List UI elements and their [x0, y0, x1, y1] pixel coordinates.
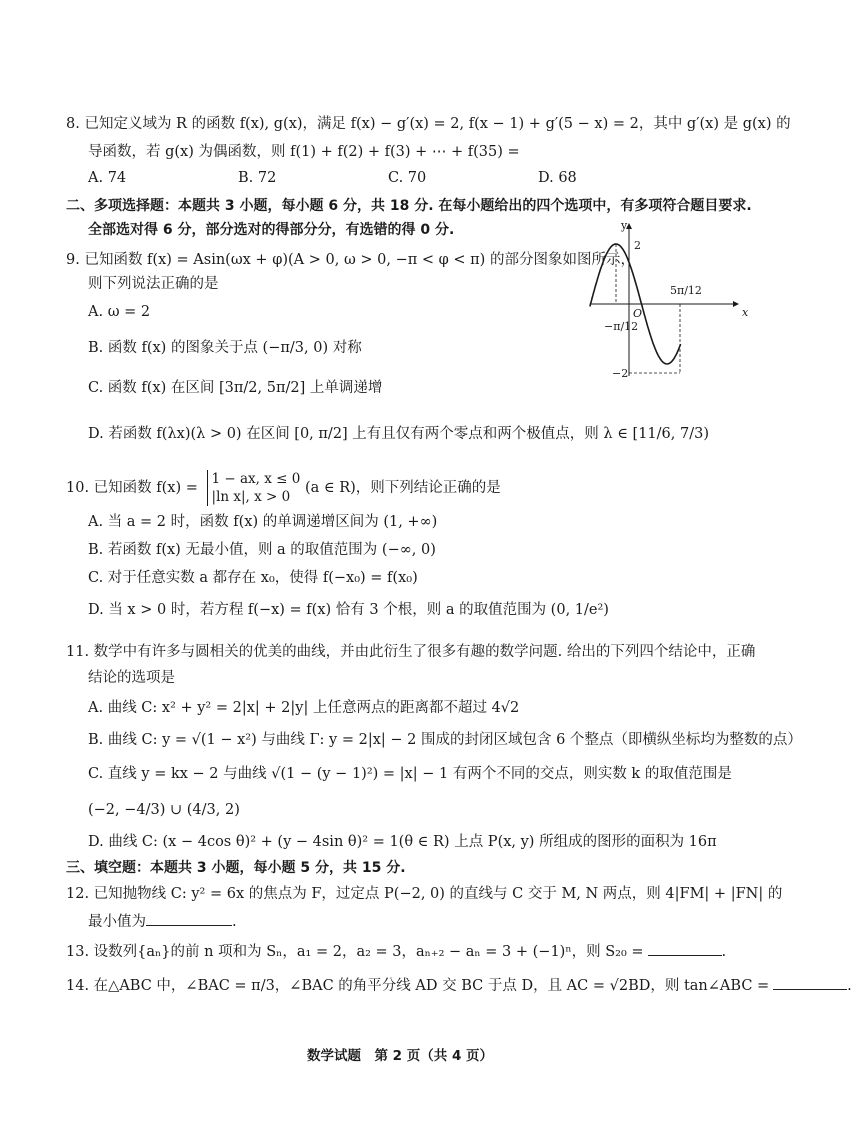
q9-option-c: C. 函数 f(x) 在区间 [3π/2, 5π/2] 上单调递增: [88, 380, 383, 396]
q13-answer-blank[interactable]: [648, 955, 722, 956]
q10-option-a: A. 当 a = 2 时，函数 f(x) 的单调递增区间为 (1, +∞): [88, 514, 438, 530]
q10-piecewise: [207, 470, 301, 506]
q10-case-1: 1 − ax, x ≤ 0: [211, 471, 301, 487]
section3-header: 三、填空题：本题共 3 小题，每小题 5 分，共 15 分.: [66, 860, 406, 876]
q12-line2-text: 最小值为: [88, 914, 146, 930]
right-tick-label: 5π/12: [670, 284, 702, 297]
q10-stem-suffix: (a ∈ R)，则下列结论正确的是: [304, 480, 501, 496]
q10-stem: [66, 470, 501, 506]
q14-end: .: [847, 978, 852, 994]
q11-option-d: D. 曲线 C: (x − 4cos θ)² + (y − 4sin θ)² = 1(θ ∈ R) 上点 P(x, y) 所组成的图形的面积为 16π: [88, 834, 717, 850]
q11-option-b: B. 曲线 C: y = √(1 − x²) 与曲线 Γ: y = 2|x| − 2 围成的封闭区域包含 6 个整点（即横纵坐标均为整数的点）: [88, 732, 802, 748]
q10-stem-prefix: 10. 已知函数 f(x) =: [66, 480, 198, 496]
q8-option-c: C. 70: [388, 170, 427, 186]
q13-line: [66, 942, 726, 962]
max-value-label: 2: [634, 239, 641, 252]
q12-line2-end: .: [232, 914, 237, 930]
q12-answer-blank[interactable]: [146, 925, 232, 926]
q12-line2: [88, 912, 237, 932]
q9-stem-line2: 则下列说法正确的是: [88, 276, 219, 292]
q10-option-b: B. 若函数 f(x) 无最小值，则 a 的取值范围为 (−∞, 0): [88, 542, 436, 558]
q13-end: .: [721, 944, 727, 960]
left-tick-label: −π/12: [604, 320, 639, 333]
q9-sine-graph: [588, 218, 758, 378]
q11-stem-line2: 结论的选项是: [88, 670, 175, 686]
q11-option-a: A. 曲线 C: x² + y² = 2|x| + 2|y| 上任意两点的距离都不超过 4√2: [88, 700, 520, 716]
page-footer: 数学试题 第 2 页（共 4 页）: [306, 1048, 494, 1064]
q8-option-d: D. 68: [538, 170, 577, 186]
q11-option-c-line2: (−2, −4/3) ∪ (4/3, 2): [88, 802, 240, 818]
q8-option-a: A. 74: [88, 170, 127, 186]
q8-option-b: B. 72: [238, 170, 277, 186]
q8-stem-line1: 8. 已知定义域为 R 的函数 f(x), g(x)，满足 f(x) − g′(x) = 2, f(x − 1) + g′(5 − x) = 2，其中 g′(x) 是 g(x) 的: [66, 116, 791, 132]
q14-text: 14. 在△ABC 中，∠BAC = π/3，∠BAC 的角平分线 AD 交 BC 于点 D，且 AC = √2BD，则 tan∠ABC =: [66, 978, 770, 994]
origin-label: O: [633, 307, 643, 320]
q11-stem-line1: 11. 数学中有许多与圆相关的优美的曲线，并由此衍生了很多有趣的数学问题. 给出的下列四个结论中，正确: [66, 644, 756, 660]
q9-option-d: D. 若函数 f(λx)(λ > 0) 在区间 [0, π/2] 上有且仅有两个零点和两个极值点，则 λ ∈ [11/6, 7/3): [88, 426, 709, 442]
section2-header-line1: 二、多项选择题：本题共 3 小题，每小题 6 分，共 18 分. 在每小题给出的四个选项中，有多项符合题目要求.: [66, 198, 752, 214]
q9-option-b: B. 函数 f(x) 的图象关于点 (−π/3, 0) 对称: [88, 340, 362, 356]
x-axis-label: x: [742, 306, 749, 319]
q8-options: [88, 170, 688, 186]
q8-stem-line2: 导函数，若 g(x) 为偶函数，则 f(1) + f(2) + f(3) + ⋯ + f(35) =: [88, 144, 520, 160]
min-value-label: −2: [612, 367, 629, 380]
q9-stem-line1: 9. 已知函数 f(x) = Asin(ωx + φ)(A > 0, ω > 0, −π < φ < π) 的部分图象如图所示，: [66, 252, 635, 268]
q14-answer-blank[interactable]: [773, 989, 847, 990]
q9-option-a: A. ω = 2: [88, 304, 151, 320]
q13-text: 13. 设数列{aₙ}的前 n 项和为 Sₙ，a₁ = 2，a₂ = 3，aₙ₊₂ − aₙ = 3 + (−1)ⁿ，则 S₂₀ =: [66, 944, 644, 960]
q11-option-c-line1: C. 直线 y = kx − 2 与曲线 √(1 − (y − 1)²) = |x| − 1 有两个不同的交点，则实数 k 的取值范围是: [88, 766, 732, 782]
q10-option-c: C. 对于任意实数 a 都存在 x₀，使得 f(−x₀) = f(x₀): [88, 570, 418, 586]
q10-case-2: |ln x|, x > 0: [211, 489, 291, 505]
y-axis-label: y: [621, 219, 628, 232]
q10-option-d: D. 当 x > 0 时，若方程 f(−x) = f(x) 恰有 3 个根，则 a 的取值范围为 (0, 1/e²): [88, 602, 609, 618]
q14-line: [66, 976, 852, 996]
q12-line1: 12. 已知抛物线 C: y² = 6x 的焦点为 F，过定点 P(−2, 0) 的直线与 C 交于 M, N 两点，则 4|FM| + |FN| 的: [66, 886, 783, 902]
section2-header-line2: 全部选对得 6 分，部分选对的得部分分，有选错的得 0 分.: [88, 222, 455, 238]
